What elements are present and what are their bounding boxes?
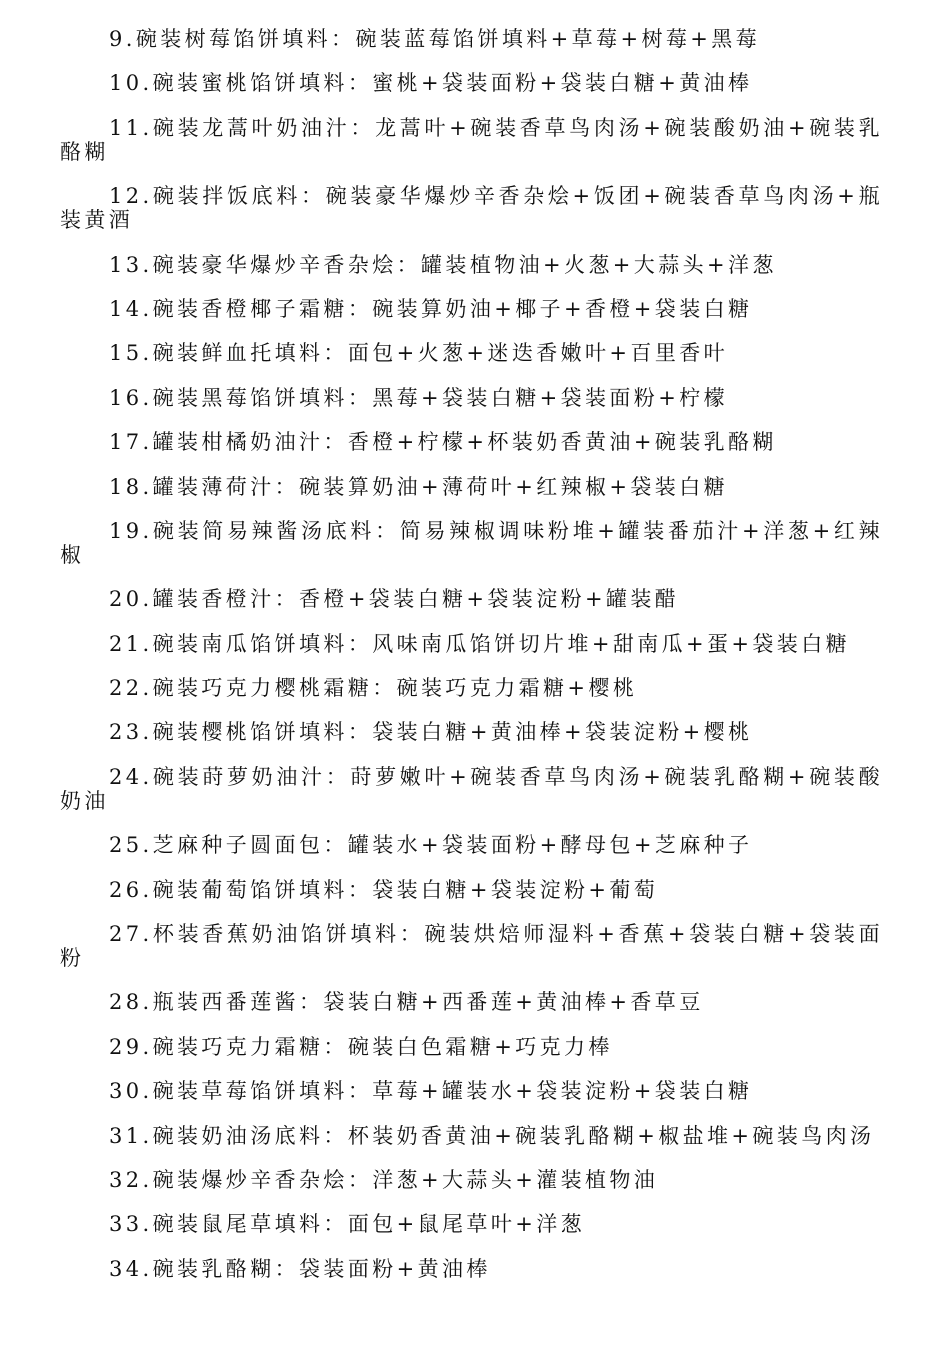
- recipe-ingredients: 风味南瓜馅饼切片堆+甜南瓜+蛋+袋装白糖: [372, 631, 851, 656]
- recipe-separator: ：: [274, 587, 300, 612]
- recipe-ingredients: 碗装烘焙师湿料+香蕉+袋装白糖+袋装面粉: [60, 922, 883, 971]
- recipe-separator: ：: [375, 518, 400, 543]
- recipe-entry: [60, 1079, 883, 1103]
- recipe-separator: ：: [274, 1256, 300, 1281]
- recipe-entry: [60, 519, 883, 567]
- recipe-separator: ：: [399, 922, 425, 947]
- recipe-name: 碗装乳酪糊: [152, 1256, 275, 1281]
- recipe-separator: ：: [347, 385, 373, 410]
- recipe-separator: ：: [347, 877, 373, 902]
- recipe-ingredients: 简易辣椒调味粉堆+罐装番茄汁+洋葱+红辣椒: [60, 518, 883, 567]
- recipe-number: 16.: [109, 385, 153, 410]
- recipe-entry: [60, 1168, 883, 1192]
- recipe-ingredients: 罐装水+袋装面粉+酵母包+芝麻种子: [347, 833, 753, 858]
- recipe-entry: [60, 430, 883, 454]
- recipe-entry: [60, 1035, 883, 1059]
- recipe-number: 30.: [109, 1079, 153, 1104]
- recipe-name: 罐装香橙汁: [152, 587, 275, 612]
- recipe-ingredients: 袋装白糖+黄油棒+袋装淀粉+樱桃: [372, 720, 753, 745]
- recipe-separator: ：: [347, 296, 373, 321]
- recipe-number: 18.: [109, 474, 153, 499]
- recipe-list: [60, 27, 883, 1301]
- recipe-number: 13.: [109, 252, 153, 277]
- recipe-ingredients: 碗装白色霜糖+巧克力棒: [347, 1034, 613, 1059]
- recipe-number: 15.: [109, 341, 153, 366]
- recipe-number: 26.: [109, 877, 153, 902]
- recipe-number: 29.: [109, 1034, 153, 1059]
- recipe-name: 瓶装西番莲酱: [152, 990, 300, 1015]
- recipe-ingredients: 面包+鼠尾草叶+洋葱: [347, 1212, 586, 1237]
- recipe-separator: ：: [347, 71, 373, 96]
- recipe-separator: ：: [323, 1123, 348, 1148]
- recipe-ingredients: 碗装算奶油+薄荷叶+红辣椒+袋装白糖: [299, 474, 729, 499]
- recipe-name: 杯装香蕉奶油馅饼填料: [152, 922, 400, 947]
- recipe-entry: [60, 632, 883, 656]
- recipe-entry: [60, 341, 883, 365]
- recipe-entry: [60, 297, 883, 321]
- recipe-name: 碗装龙蒿叶奶油汁: [152, 115, 351, 140]
- recipe-ingredients: 蜜桃+袋装面粉+袋装白糖+黄油棒: [372, 71, 753, 96]
- recipe-name: 碗装葡萄馅饼填料: [152, 877, 348, 902]
- recipe-ingredients: 洋葱+大蒜头+灌装植物油: [372, 1167, 659, 1192]
- recipe-separator: ：: [347, 1167, 373, 1192]
- recipe-entry: [60, 765, 883, 813]
- recipe-separator: ：: [350, 115, 376, 140]
- recipe-number: 10.: [109, 71, 153, 96]
- recipe-entry: [60, 587, 883, 611]
- recipe-ingredients: 碗装蓝莓馅饼填料+草莓+树莓+黑莓: [355, 27, 761, 51]
- recipe-entry: [60, 1124, 883, 1148]
- recipe-name: 碗装鲜血托填料: [152, 341, 324, 366]
- recipe-ingredients: 袋装面粉+黄油棒: [299, 1256, 491, 1281]
- recipe-separator: ：: [323, 1034, 348, 1059]
- recipe-name: 碗装香橙椰子霜糖: [152, 296, 348, 321]
- recipe-ingredients: 袋装白糖+袋装淀粉+葡萄: [372, 877, 659, 902]
- recipe-entry: [60, 71, 883, 95]
- recipe-name: 碗装鼠尾草填料: [152, 1212, 324, 1237]
- recipe-separator: ：: [323, 430, 348, 455]
- recipe-entry: [60, 720, 883, 744]
- recipe-name: 碗装黑莓馅饼填料: [152, 385, 348, 410]
- recipe-separator: ：: [323, 833, 348, 858]
- recipe-number: 14.: [109, 296, 153, 321]
- recipe-entry: [60, 184, 883, 232]
- recipe-number: 24.: [109, 764, 153, 789]
- recipe-separator: ：: [347, 631, 373, 656]
- recipe-name: 碗装莳萝奶油汁: [152, 764, 326, 789]
- recipe-name: 碗装蜜桃馅饼填料: [152, 71, 348, 96]
- recipe-ingredients: 香橙+袋装白糖+袋装淀粉+罐装醋: [299, 587, 680, 612]
- recipe-number: 9.: [109, 27, 136, 51]
- recipe-number: 12.: [109, 184, 153, 209]
- recipe-ingredients: 碗装巧克力霜糖+樱桃: [396, 676, 638, 701]
- recipe-entry: [60, 676, 883, 700]
- recipe-separator: ：: [396, 252, 422, 277]
- recipe-name: 芝麻种子圆面包: [152, 833, 324, 858]
- recipe-name: 碗装树莓馅饼填料: [135, 27, 332, 51]
- recipe-name: 碗装奶油汤底料: [152, 1123, 324, 1148]
- recipe-ingredients: 罐装植物油+火葱+大蒜头+洋葱: [421, 252, 777, 277]
- recipe-name: 碗装豪华爆炒辛香杂烩: [152, 252, 397, 277]
- recipe-entry: [60, 386, 883, 410]
- recipe-name: 碗装南瓜馅饼填料: [152, 631, 348, 656]
- recipe-number: 25.: [109, 833, 153, 858]
- recipe-entry: [60, 253, 883, 277]
- recipe-ingredients: 香橙+柠檬+杯装奶香黄油+碗装乳酪糊: [347, 430, 777, 455]
- recipe-ingredients: 黑莓+袋装白糖+袋装面粉+柠檬: [372, 385, 729, 410]
- recipe-separator: ：: [325, 764, 351, 789]
- recipe-number: 27.: [109, 922, 153, 947]
- recipe-separator: ：: [331, 27, 356, 51]
- recipe-ingredients: 龙蒿叶+碗装香草鸟肉汤+碗装酸奶油+碗装乳酪糊: [60, 115, 883, 164]
- recipe-entry: [60, 833, 883, 857]
- recipe-name: 碗装拌饭底料: [152, 184, 302, 209]
- recipe-ingredients: 碗装豪华爆炒辛香杂烩+饭团+碗装香草鸟肉汤+瓶装黄酒: [60, 184, 883, 233]
- recipe-ingredients: 莳萝嫩叶+碗装香草鸟肉汤+碗装乳酪糊+碗装酸奶油: [60, 764, 883, 813]
- recipe-entry: [60, 990, 883, 1014]
- recipe-separator: ：: [274, 474, 300, 499]
- recipe-name: 碗装巧克力樱桃霜糖: [152, 676, 373, 701]
- recipe-name: 碗装草莓馅饼填料: [152, 1079, 348, 1104]
- recipe-name: 碗装巧克力霜糖: [152, 1034, 324, 1059]
- recipe-number: 20.: [109, 587, 153, 612]
- recipe-name: 碗装爆炒辛香杂烩: [152, 1167, 348, 1192]
- recipe-ingredients: 杯装奶香黄油+碗装乳酪糊+椒盐堆+碗装鸟肉汤: [347, 1123, 875, 1148]
- recipe-number: 11.: [109, 115, 153, 140]
- recipe-separator: ：: [347, 1079, 373, 1104]
- recipe-number: 34.: [109, 1256, 153, 1281]
- recipe-entry: [60, 1212, 883, 1236]
- recipe-number: 33.: [109, 1212, 153, 1237]
- recipe-separator: ：: [323, 1212, 348, 1237]
- recipe-ingredients: 草莓+罐装水+袋装淀粉+袋装白糖: [372, 1079, 753, 1104]
- recipe-separator: ：: [347, 720, 373, 745]
- recipe-entry: [60, 1257, 883, 1281]
- recipe-ingredients: 碗装算奶油+椰子+香橙+袋装白糖: [372, 296, 753, 321]
- recipe-name: 碗装简易辣酱汤底料: [152, 518, 376, 543]
- recipe-number: 19.: [109, 518, 153, 543]
- recipe-entry: [60, 116, 883, 164]
- recipe-separator: ：: [323, 341, 348, 366]
- recipe-number: 31.: [109, 1123, 153, 1148]
- recipe-entry: [60, 922, 883, 970]
- recipe-ingredients: 袋装白糖+西番莲+黄油棒+香草豆: [323, 990, 704, 1015]
- recipe-number: 32.: [109, 1167, 153, 1192]
- recipe-number: 22.: [109, 676, 153, 701]
- recipe-name: 罐装薄荷汁: [152, 474, 275, 499]
- recipe-number: 28.: [109, 990, 153, 1015]
- recipe-separator: ：: [372, 676, 397, 701]
- recipe-ingredients: 面包+火葱+迷迭香嫩叶+百里香叶: [347, 341, 729, 366]
- recipe-number: 21.: [109, 631, 153, 656]
- recipe-entry: [60, 878, 883, 902]
- recipe-name: 罐装柑橘奶油汁: [152, 430, 324, 455]
- recipe-entry: [60, 475, 883, 499]
- recipe-name: 碗装樱桃馅饼填料: [152, 720, 348, 745]
- recipe-number: 17.: [109, 430, 153, 455]
- recipe-number: 23.: [109, 720, 153, 745]
- recipe-separator: ：: [299, 990, 324, 1015]
- recipe-entry: [60, 27, 883, 51]
- recipe-separator: ：: [301, 184, 326, 209]
